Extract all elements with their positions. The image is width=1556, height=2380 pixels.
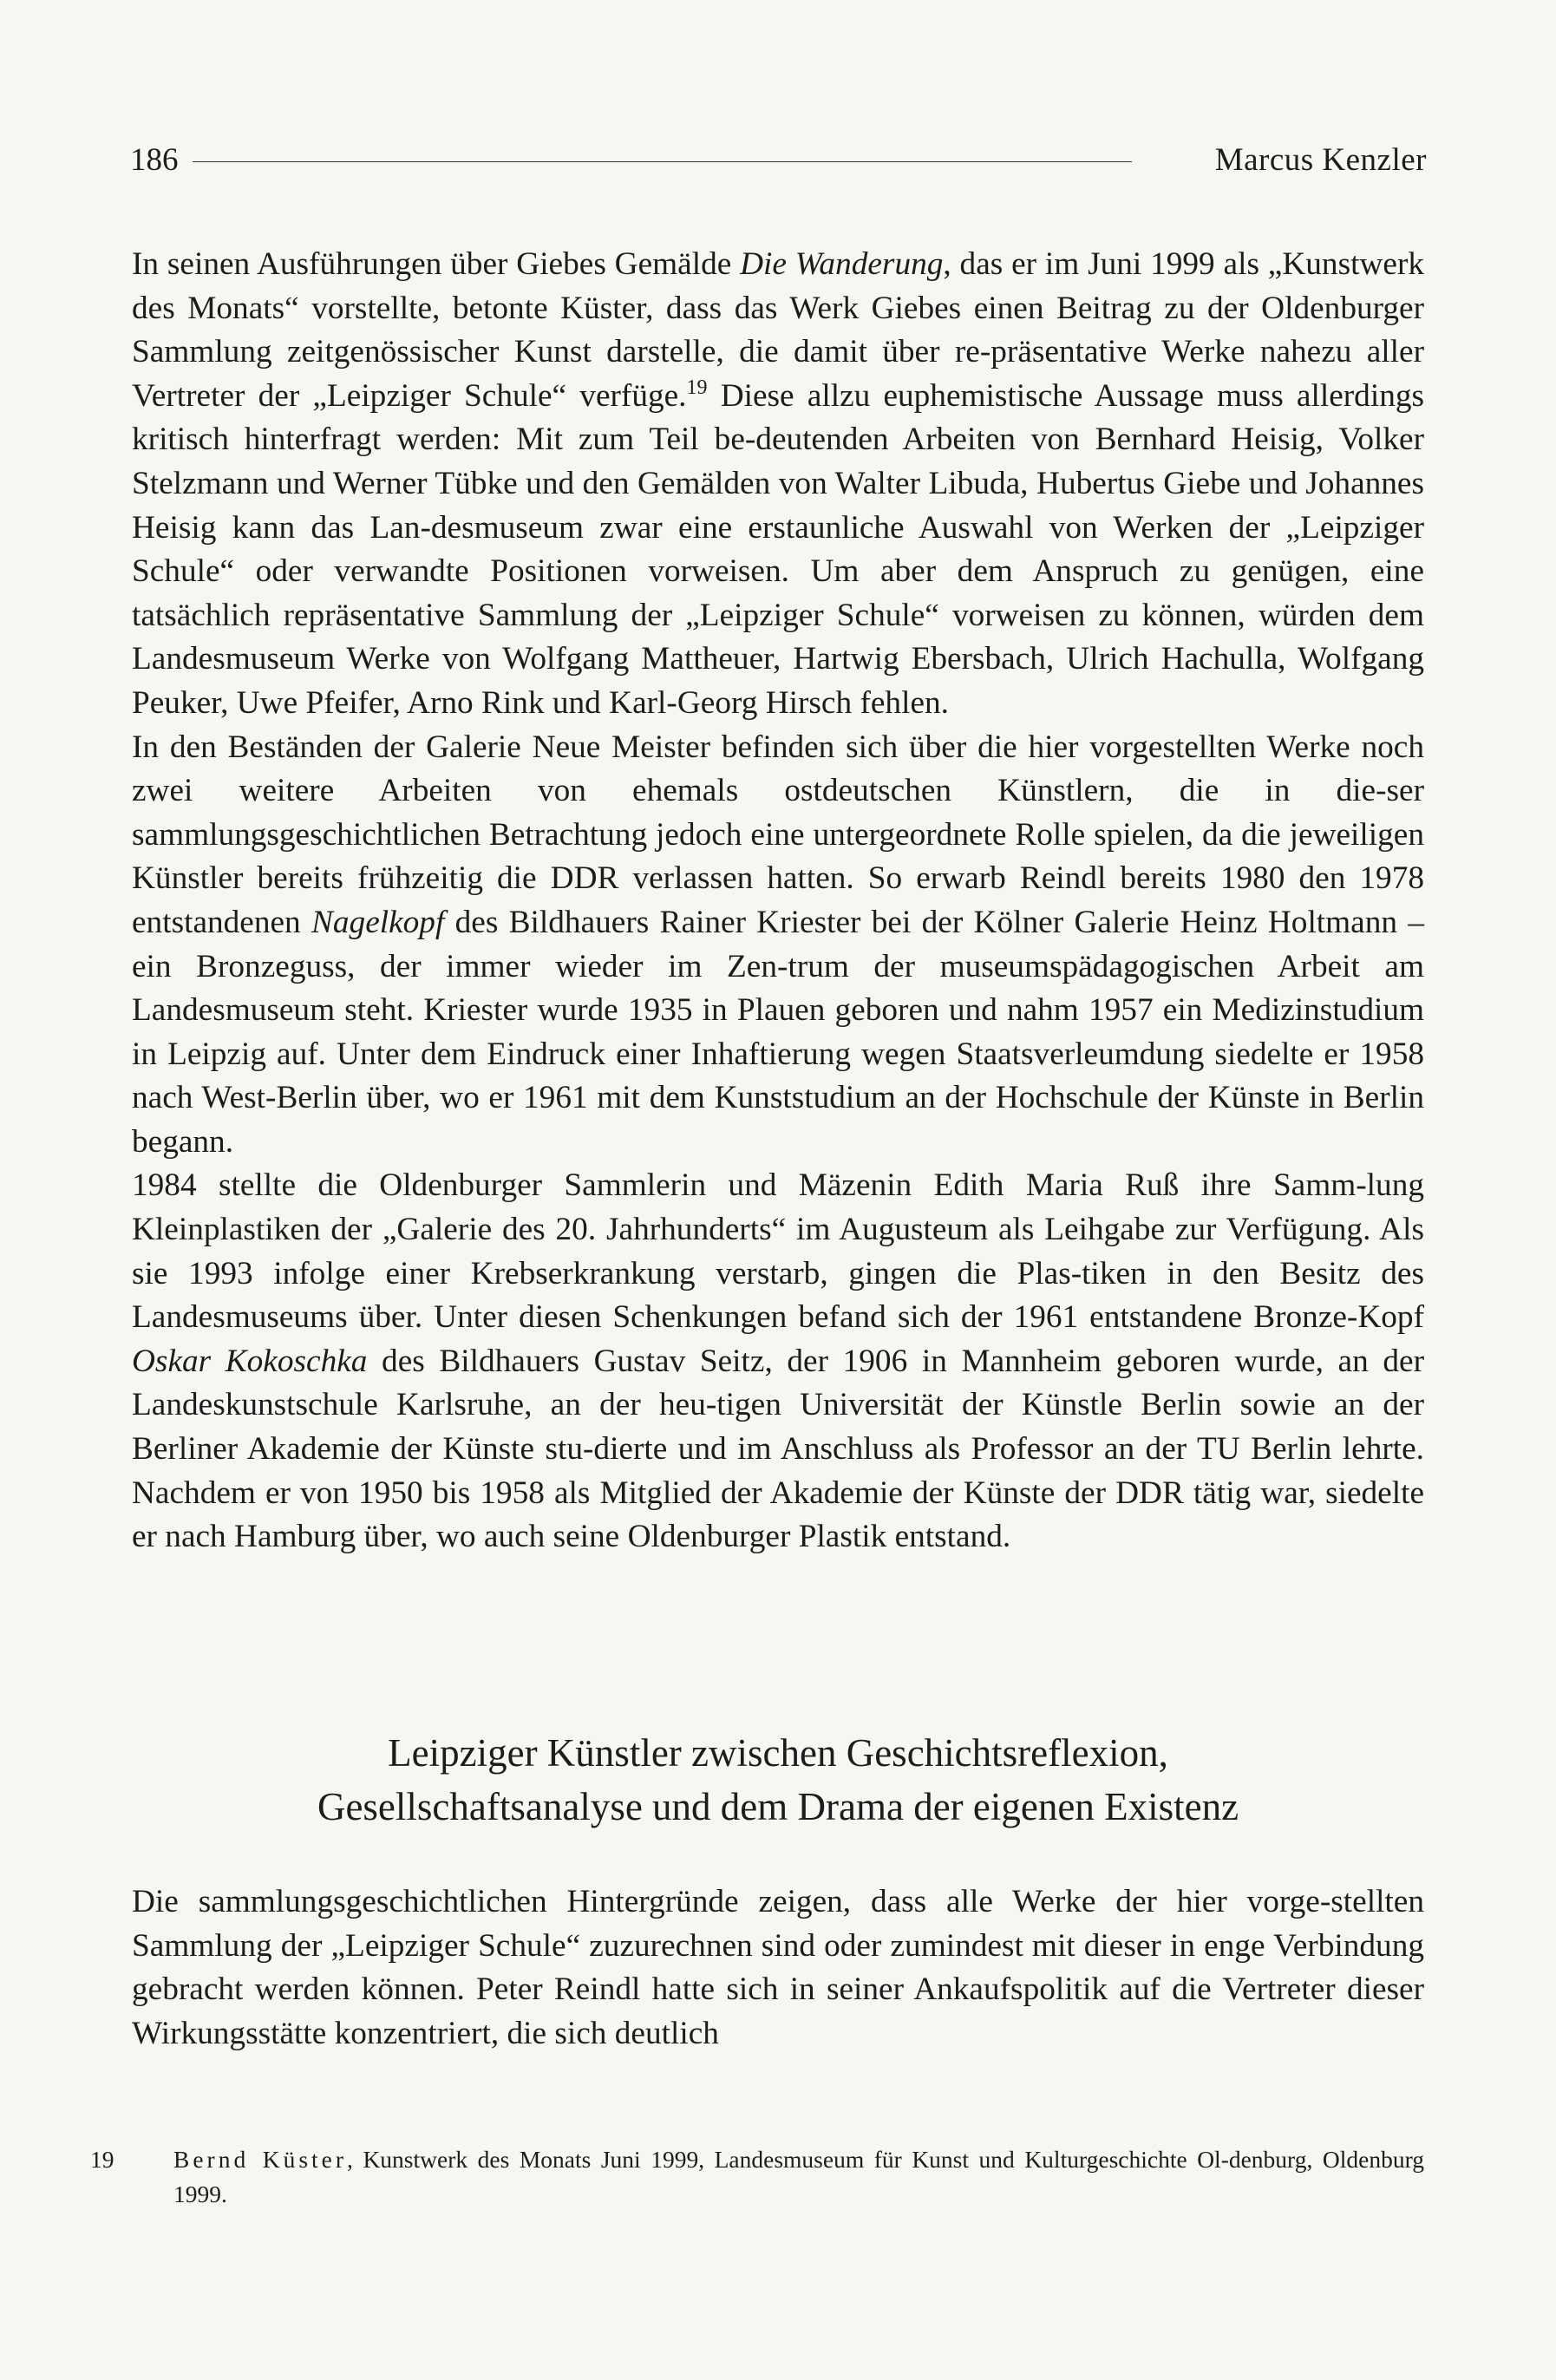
running-head bbox=[130, 139, 1427, 182]
section-heading-line-1: Leipziger Künstler zwischen Geschichtsreflexion, bbox=[388, 1731, 1168, 1775]
section-paragraph: Die sammlungsgeschichtlichen Hintergründe zeigen, dass alle Werke der hier vorge-stellten Sammlung der „Leipziger Schule“ zuzurechnen sind oder zumindest mit dieser in enge Verbindung gebracht werden können. Peter Reindl hatte sich in seiner Ankaufspolitik auf die Vertreter dieser Wirkungsstätte konzentriert, die sich deutlich bbox=[132, 1884, 1424, 2051]
footnote-text: , Kunstwerk des Monats Juni 1999, Landesmuseum für Kunst und Kulturgeschichte Ol-denburg, Oldenburg 1999. bbox=[173, 2146, 1424, 2207]
main-text bbox=[132, 243, 1424, 1559]
section-text bbox=[132, 1880, 1424, 2056]
work-title: Nagelkopf bbox=[311, 904, 445, 940]
page-number: 186 bbox=[130, 142, 179, 178]
work-title: Die Wanderung bbox=[740, 246, 944, 282]
header-rule bbox=[193, 161, 1132, 162]
section-heading-line-2: Gesellschaftsanalyse und dem Drama der eigenen Existenz bbox=[317, 1785, 1239, 1828]
paragraph-2 bbox=[132, 726, 1424, 1165]
footnote-reference[interactable]: 19 bbox=[686, 376, 708, 399]
paragraph-text: Diese allzu euphemistische Aussage muss allerdings kritisch hinterfragt werden: Mit zum Teil be-deutenden Arbeiten von Bernhard Heisig, Volker Stelzmann und Werner Tübke und den Gemälden von Walter Libuda, Hubertus Giebe und Johannes Heisig kann das Lan-desmuseum zwar eine erstaunliche Auswahl von Werken der „Leipziger Schule“ oder verwandte Positionen vorweisen. Um aber dem Anspruch zu genügen, eine tatsächlich repräsentative Sammlung der „Leipziger Schule“ vorweisen zu können, würden dem Landesmuseum Werke von Wolfgang Mattheuer, Hartwig Ebersbach, Ulrich Hachulla, Wolfgang Peuker, Uwe Pfeifer, Arno Rink und Karl-Georg Hirsch fehlen. bbox=[132, 377, 1425, 721]
paragraph-text: 1984 stellte die Oldenburger Sammlerin und Mäzenin Edith Maria Ruß ihre Samm-lung Kleinplastiken der „Galerie des 20. Jahrhunderts“ im Augusteum als Leihgabe zur Verfügung. Als sie 1993 infolge einer Krebserkrankung verstarb, gingen die Plas-tiken in den Besitz des Landesmuseums über. Unter diesen Schenkungen befand sich der 1961 entstandene Bronze-Kopf bbox=[132, 1167, 1424, 1336]
work-title: Oskar Kokoschka bbox=[132, 1343, 368, 1379]
paragraph-text: In seinen Ausführungen über Giebes Gemälde bbox=[132, 246, 741, 282]
paragraph-text: In den Beständen der Galerie Neue Meister befinden sich über die hier vorgestellten Werke noch zwei weitere Arbeiten von ehemals ostdeutschen Künstlern, die in die-ser sammlungsgeschichtlichen Betrachtung jedoch eine untergeordnete Rolle spielen, da die jeweiligen Künstler bereits frühzeitig die DDR verlassen hatten. So erwarb Reindl bereits 1980 den 1978 entstandenen bbox=[132, 729, 1424, 940]
paragraph-text: , das er im Juni 1999 als „Kunstwerk des Monats“ vorstellte, betonte Küster, dass das Werk Giebes einen Beitrag zu der Oldenburger Sammlung zeitgenössischer Kunst darstelle, die damit über re-präsentative Werke nahezu aller Vertreter der „Leipziger Schule“ verfüge. bbox=[132, 246, 1425, 414]
footnote bbox=[90, 2142, 1424, 2212]
running-head-author: Marcus Kenzler bbox=[1214, 142, 1427, 178]
footnote-author: Bernd Küster bbox=[173, 2146, 348, 2173]
paragraph-3 bbox=[132, 1164, 1424, 1559]
paragraph-text: des Bildhauers Rainer Kriester bei der Kölner Galerie Heinz Holtmann – ein Bronzeguss, der immer wieder im Zen-trum der museumspädagogischen Arbeit am Landesmuseum steht. Kriester wurde 1935 in Plauen geboren und nahm 1957 ein Medizinstudium in Leipzig auf. Unter dem Eindruck einer Inhaftierung wegen Staatsverleumdung siedelte er 1958 nach West-Berlin über, wo er 1961 mit dem Kunststudium an der Hochschule der Künste in Berlin begann. bbox=[132, 904, 1424, 1160]
paragraph-1 bbox=[132, 243, 1424, 726]
paragraph-text: des Bildhauers Gustav Seitz, der 1906 in Mannheim geboren wurde, an der Landeskunstschule Karlsruhe, an der heu-tigen Universität der Künstle Berlin sowie an der Berliner Akademie der Künste stu-dierte und im Anschluss als Professor an der TU Berlin lehrte. Nachdem er von 1950 bis 1958 als Mitglied der Akademie der Künste der DDR tätig war, siedelte er nach Hamburg über, wo auch seine Oldenburger Plastik entstand. bbox=[132, 1343, 1424, 1555]
footnote-number: 19 bbox=[90, 2146, 114, 2173]
section-heading bbox=[132, 1726, 1424, 1834]
